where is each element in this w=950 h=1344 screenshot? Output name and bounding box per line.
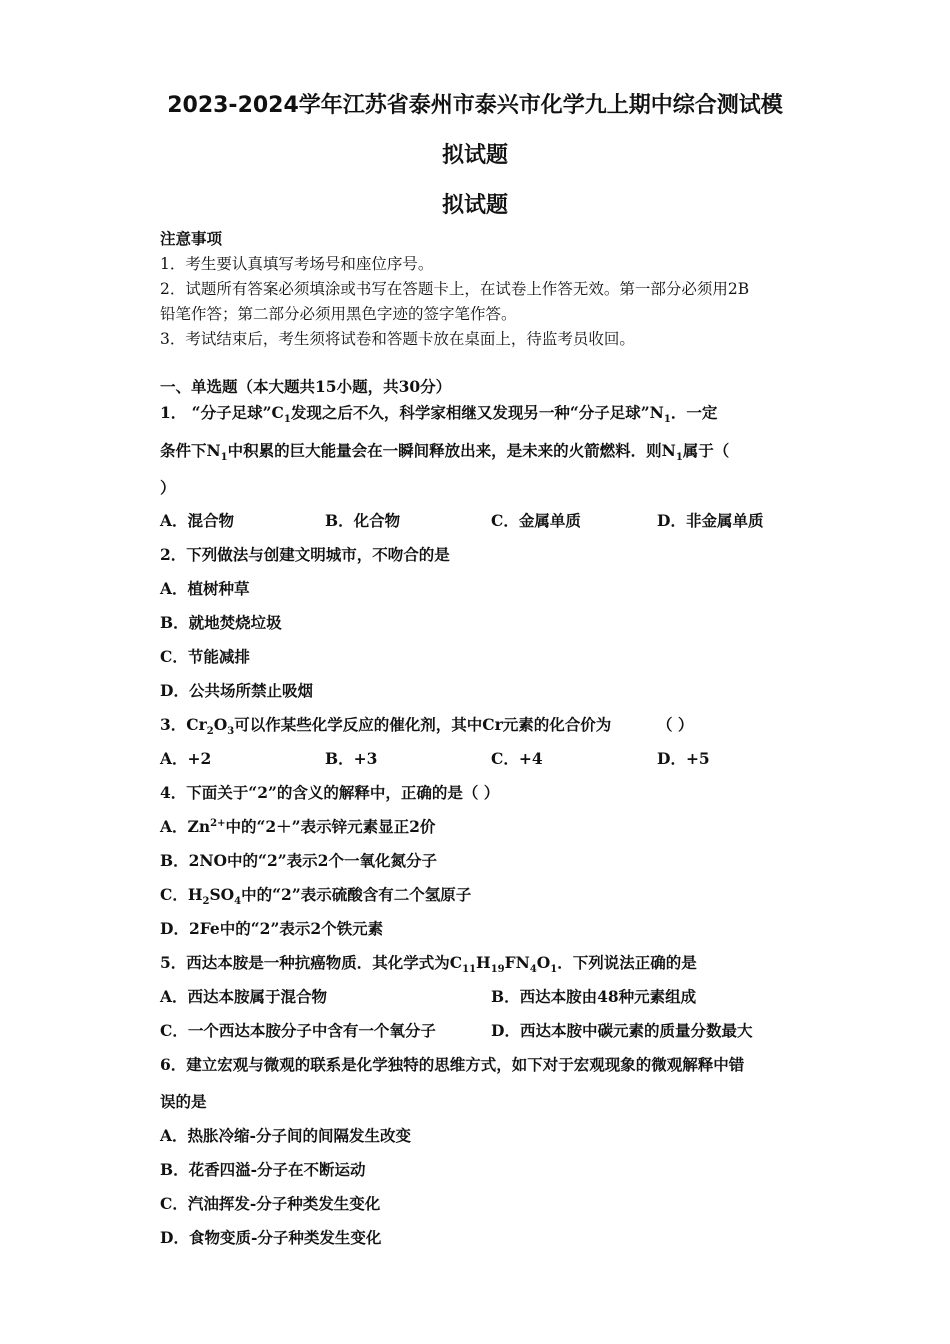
q6-option-d: D．食物变质-分子种类发生变化 (160, 1228, 382, 1247)
q3-answer-paren: （ ） (657, 715, 694, 734)
section-heading: 一、单选题（本大题共15小题，共30分） (160, 377, 452, 396)
q2-option-c: C．节能减排 (160, 647, 250, 666)
q6-option-a: A．热胀冷缩-分子间的间隔发生改变 (160, 1126, 411, 1145)
q3-stem: 3．$Cr_2O_3$可以作某些化学反应的催化剂，其中Cr元素的化合价为 (160, 715, 612, 738)
q6-option-b: B．花香四溢-分子在不断运动 (160, 1160, 366, 1179)
q1-option-d: D．非金属单质 (657, 511, 764, 530)
q4-option-c: C．$H_2SO_4$中的“2”表示硫酸含有二个氢原子 (160, 885, 472, 908)
notice-heading: 注意事项 (160, 229, 223, 248)
q2-option-b: B．就地焚烧垃圾 (160, 613, 282, 632)
q1-stem-line3: ） (160, 478, 176, 497)
q5-option-d: D．西达本胺中碳元素的质量分数最大 (491, 1021, 753, 1040)
notice-item-1: 1．考生要认真填写考场号和座位序号。 (160, 255, 434, 273)
exam-title-line2: 拟试题 (441, 143, 508, 168)
q4-option-d: D．2Fe中的“2”表示2个铁元素 (160, 919, 384, 938)
q6-stem-line1: 6．建立宏观与微观的联系是化学独特的思维方式，如下对于宏观现象的微观解释中错 (160, 1055, 745, 1074)
q4-stem: 4．下面关于“2”的含义的解释中，正确的是（ ） (160, 783, 500, 802)
q1-option-a: A．混合物 (160, 511, 235, 530)
q4-option-a: A．$Zn^{2+}$中的“2＋”表示锌元素显正2价 (160, 817, 436, 836)
notice-item-2b: 铅笔作答；第二部分必须用黑色字迹的签字笔作答。 (160, 305, 517, 323)
q3-option-b: B．+3 (325, 749, 378, 768)
q6-option-c: C．汽油挥发-分子种类发生变化 (160, 1194, 381, 1213)
q5-option-a: A．西达本胺属于混合物 (160, 987, 328, 1006)
q1-stem-line1: 1． “分子足球$”C_1$发现之后不久，科学家相继又发现另一种“分子足球$”N_1$．一定 (160, 403, 718, 426)
q2-stem: 2．下列做法与创建文明城市，不吻合的是 (160, 545, 450, 564)
q5-stem: 5．西达本胺是一种抗癌物质．其化学式为$C_{11}H_{19}FN_4O_1$．下列说法正确的是 (160, 953, 697, 976)
q4-option-b: B．2NO中的“2”表示2个一氧化氮分子 (160, 851, 437, 870)
q5-option-c: C．一个西达本胺分子中含有一个氧分子 (160, 1021, 436, 1040)
notice-item-3: 3．考试结束后，考生须将试卷和答题卡放在桌面上，待监考员收回。 (160, 330, 635, 348)
q1-option-c: C．金属单质 (491, 511, 581, 530)
notice-item-2a: 2．试题所有答案必须填涂或书写在答题卡上，在试卷上作答无效。第一部分必须用2B (160, 280, 750, 298)
q5-option-b: B．西达本胺由48种元素组成 (491, 987, 697, 1006)
q1-stem-line2: 条件下$N_1$中积累的巨大能量会在一瞬间释放出来，是未来的火箭燃料．则$N_1$属于（ (160, 441, 730, 464)
q6-stem-line2: 误的是 (160, 1092, 207, 1111)
q2-option-a: A．植树种草 (160, 579, 250, 598)
q3-option-d: D．+5 (657, 749, 710, 768)
exam-title-line3: 拟试题 (441, 193, 508, 218)
q2-option-d: D．公共场所禁止吸烟 (160, 681, 313, 700)
q1-option-b: B．化合物 (325, 511, 401, 530)
q3-option-a: A．+2 (160, 749, 212, 768)
q3-option-c: C．+4 (491, 749, 543, 768)
exam-title-line1: 2023-2024学年江苏省泰州市泰兴市化学九上期中综合测试模 (167, 93, 783, 118)
